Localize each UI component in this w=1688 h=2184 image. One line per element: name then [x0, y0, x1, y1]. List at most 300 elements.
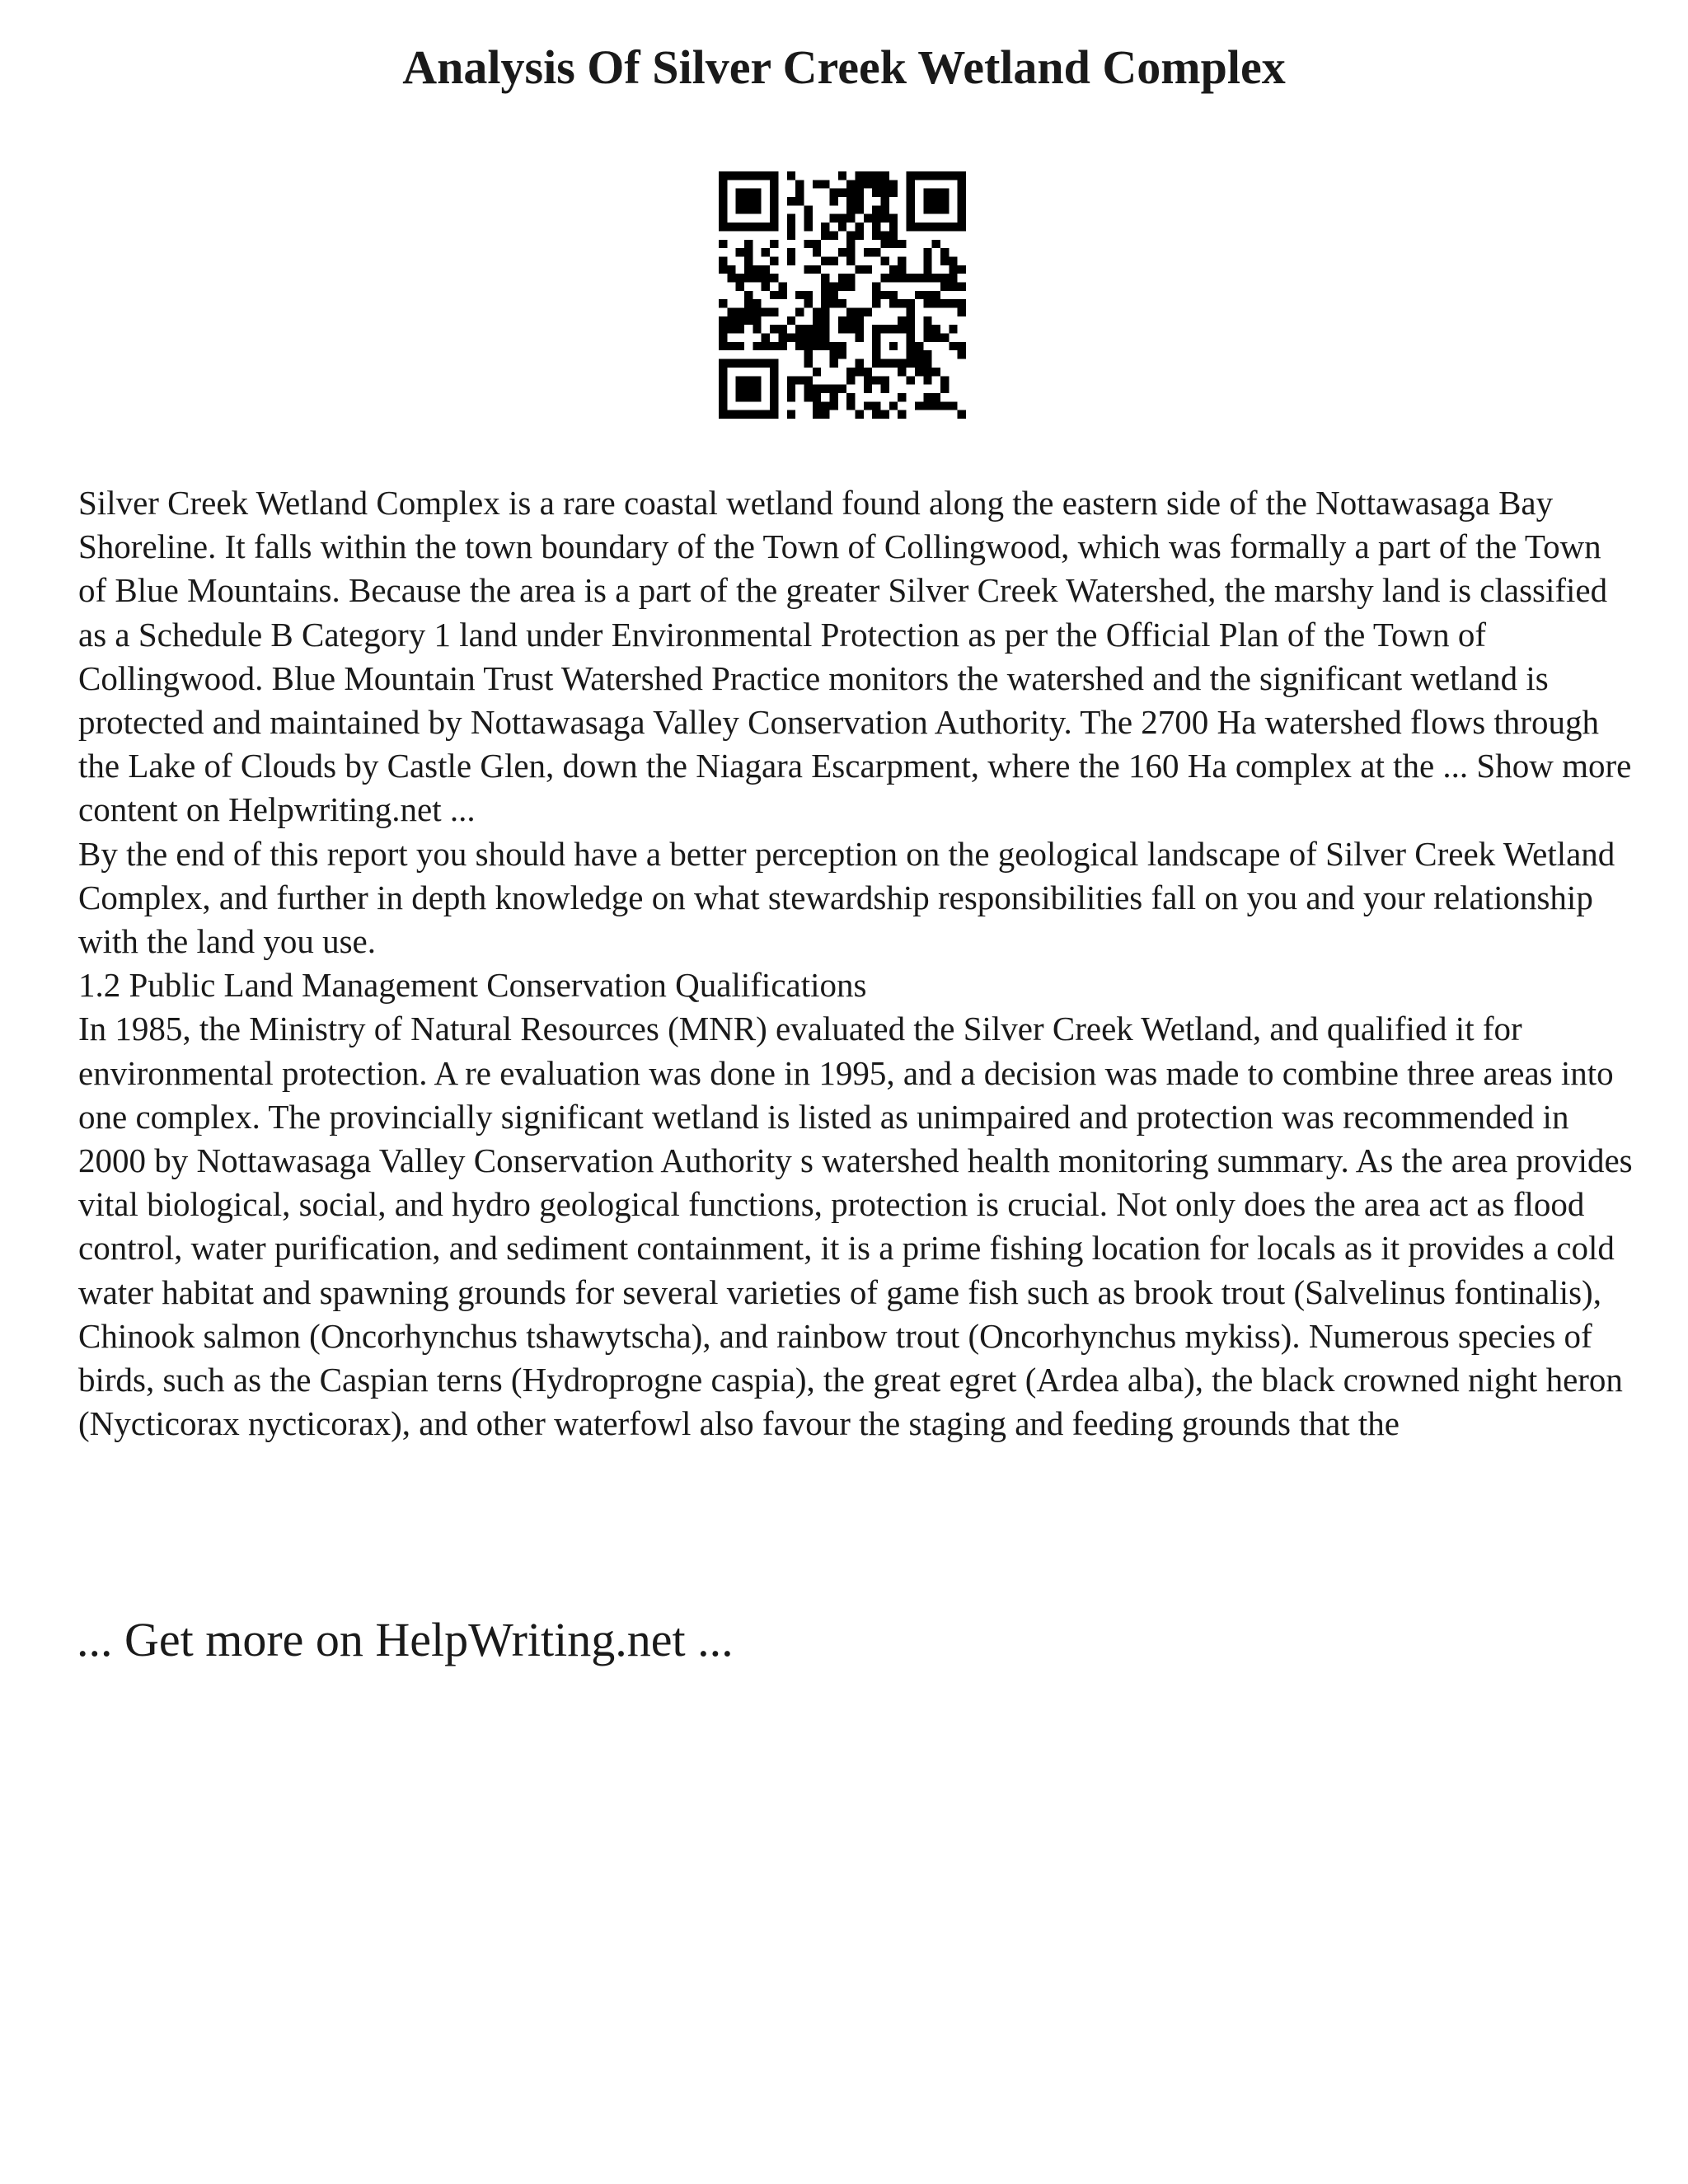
qr-module [864, 308, 872, 316]
qr-module [940, 282, 949, 290]
qr-module [958, 189, 966, 197]
qr-module [958, 265, 966, 274]
qr-module [821, 401, 829, 410]
qr-module [846, 401, 855, 410]
qr-module [907, 299, 915, 307]
qr-module [719, 299, 727, 307]
qr-module [940, 171, 949, 180]
qr-module [856, 359, 864, 368]
qr-module [821, 274, 829, 282]
qr-module [889, 265, 898, 274]
qr-module [770, 410, 778, 419]
qr-module [804, 240, 812, 248]
qr-module [915, 401, 923, 410]
qr-module [940, 256, 949, 265]
qr-module [838, 274, 846, 282]
qr-module [932, 368, 940, 376]
qr-module [872, 189, 880, 197]
qr-module [923, 205, 931, 213]
qr-module [719, 189, 727, 197]
qr-module [838, 282, 846, 290]
qr-module [770, 240, 778, 248]
qr-module [744, 291, 753, 299]
qr-module [898, 368, 906, 376]
qr-module [829, 282, 837, 290]
qr-module [838, 385, 846, 393]
qr-module [770, 189, 778, 197]
qr-module [736, 342, 744, 350]
qr-module [727, 223, 735, 231]
qr-module [864, 401, 872, 410]
qr-module [821, 325, 829, 333]
qr-module [804, 291, 812, 299]
qr-module [762, 410, 770, 419]
qr-module [889, 342, 898, 350]
qr-module [881, 231, 889, 239]
qr-module [736, 205, 744, 213]
qr-module [932, 223, 940, 231]
qr-module [813, 385, 821, 393]
qr-module [736, 376, 744, 384]
qr-module [881, 359, 889, 368]
qr-module [940, 223, 949, 231]
qr-module [907, 316, 915, 325]
qr-module [856, 223, 864, 231]
qr-module [932, 334, 940, 342]
qr-module [829, 401, 837, 410]
qr-module [719, 171, 727, 180]
qr-module [864, 171, 872, 180]
qr-module [804, 350, 812, 359]
qr-module [898, 325, 906, 333]
qr-module [795, 376, 804, 384]
qr-module [770, 214, 778, 223]
qr-module [915, 171, 923, 180]
qr-module [864, 376, 872, 384]
qr-module [736, 197, 744, 205]
qr-module [736, 274, 744, 282]
qr-module [940, 274, 949, 282]
qr-module [736, 223, 744, 231]
qr-module [719, 316, 727, 325]
qr-module [770, 342, 778, 350]
qr-module [719, 265, 727, 274]
qr-module [949, 171, 957, 180]
qr-module [821, 385, 829, 393]
qr-module [736, 325, 744, 333]
qr-module [804, 334, 812, 342]
qr-module [872, 248, 880, 256]
qr-module [940, 248, 949, 256]
qr-module [940, 401, 949, 410]
qr-module [821, 316, 829, 325]
qr-module [736, 282, 744, 290]
qr-module [753, 308, 761, 316]
qr-module [915, 274, 923, 282]
qr-module [872, 359, 880, 368]
qr-module [719, 385, 727, 393]
qr-module [753, 223, 761, 231]
paragraph-purpose: By the end of this report you should have a better perception on the geological landscape of Silver Creek Wetland Complex, and further in depth knowledge on what stewardship responsibilities fall on you and your relationship with the land you use. [78, 834, 1615, 961]
qr-module [923, 274, 931, 282]
qr-module [923, 265, 931, 274]
qr-module [821, 231, 829, 239]
qr-module [813, 325, 821, 333]
qr-module [804, 205, 812, 213]
qr-module [907, 308, 915, 316]
qr-module [923, 291, 931, 299]
qr-module [940, 205, 949, 213]
qr-module [719, 368, 727, 376]
qr-module [872, 410, 880, 419]
qr-module [864, 248, 872, 256]
qr-module [753, 189, 761, 197]
qr-module [719, 256, 727, 265]
qr-module [795, 342, 804, 350]
qr-module [958, 214, 966, 223]
qr-module [864, 385, 872, 393]
qr-module [744, 265, 753, 274]
qr-module [829, 393, 837, 401]
qr-module [762, 282, 770, 290]
qr-module [846, 248, 855, 256]
qr-module [744, 410, 753, 419]
qr-module [813, 410, 821, 419]
qr-module [949, 325, 957, 333]
qr-module [846, 189, 855, 197]
qr-module [907, 171, 915, 180]
qr-module [923, 189, 931, 197]
qr-module [804, 214, 812, 223]
qr-module [744, 256, 753, 265]
qr-module [770, 368, 778, 376]
qr-module [881, 205, 889, 213]
qr-module [898, 316, 906, 325]
qr-module [813, 368, 821, 376]
qr-module [846, 180, 855, 188]
qr-module [744, 359, 753, 368]
qr-module [795, 180, 804, 188]
qr-module [719, 180, 727, 188]
qr-module [872, 334, 880, 342]
qr-module [872, 205, 880, 213]
qr-module [762, 308, 770, 316]
qr-module [856, 231, 864, 239]
qr-module [872, 350, 880, 359]
qr-module [753, 393, 761, 401]
qr-module [881, 274, 889, 282]
qr-module [881, 256, 889, 265]
qr-module [889, 291, 898, 299]
qr-module [778, 334, 786, 342]
qr-module [719, 334, 727, 342]
qr-module [889, 401, 898, 410]
qr-module [719, 401, 727, 410]
qr-module [881, 240, 889, 248]
qr-module [770, 325, 778, 333]
qr-module [736, 393, 744, 401]
qr-module [898, 359, 906, 368]
qr-module [804, 359, 812, 368]
qr-module [744, 299, 753, 307]
qr-module [753, 385, 761, 393]
qr-module [821, 256, 829, 265]
qr-module [923, 376, 931, 384]
qr-module [907, 334, 915, 342]
qr-module [795, 308, 804, 316]
qr-module [923, 325, 931, 333]
qr-module [856, 334, 864, 342]
qr-module [940, 385, 949, 393]
qr-module [958, 223, 966, 231]
qr-module [762, 265, 770, 274]
qr-module [907, 350, 915, 359]
qr-module [804, 376, 812, 384]
qr-module [846, 325, 855, 333]
qr-module [813, 240, 821, 248]
qr-module [940, 376, 949, 384]
qr-module [821, 291, 829, 299]
qr-module [923, 299, 931, 307]
qr-module [958, 282, 966, 290]
section-heading: 1.2 Public Land Management Conservation Qualifications [78, 966, 867, 1005]
qr-module [787, 197, 795, 205]
qr-module [898, 256, 906, 265]
qr-module [744, 240, 753, 248]
qr-module [898, 410, 906, 419]
qr-module [719, 359, 727, 368]
qr-module [813, 248, 821, 256]
qr-module [770, 256, 778, 265]
qr-module [846, 282, 855, 290]
qr-module [907, 180, 915, 188]
qr-module [787, 393, 795, 401]
qr-module [923, 401, 931, 410]
qr-module [889, 214, 898, 223]
qr-module [804, 299, 812, 307]
qr-module [829, 385, 837, 393]
qr-module [753, 316, 761, 325]
qr-module [787, 256, 795, 265]
qr-module [736, 308, 744, 316]
qr-module [881, 197, 889, 205]
qr-module [889, 299, 898, 307]
qr-module [719, 197, 727, 205]
qr-module [727, 171, 735, 180]
qr-module [932, 393, 940, 401]
qr-module [787, 385, 795, 393]
qr-module [829, 189, 837, 197]
qr-module [804, 342, 812, 350]
qr-module [958, 350, 966, 359]
qr-module [907, 214, 915, 223]
qr-module [838, 299, 846, 307]
qr-module [719, 223, 727, 231]
qr-module [787, 231, 795, 239]
qr-module [889, 274, 898, 282]
qr-module [872, 325, 880, 333]
qr-module [949, 274, 957, 282]
qr-module [898, 265, 906, 274]
qr-module [949, 401, 957, 410]
qr-module [915, 350, 923, 359]
qr-module [770, 197, 778, 205]
qr-module [932, 240, 940, 248]
qr-module [923, 350, 931, 359]
qr-module [889, 180, 898, 188]
qr-module [813, 308, 821, 316]
qr-module [744, 197, 753, 205]
qr-module [744, 205, 753, 213]
qr-module [744, 316, 753, 325]
qr-module [821, 223, 829, 231]
qr-module [846, 205, 855, 213]
qr-module [915, 342, 923, 350]
paragraph-qualifications: In 1985, the Ministry of Natural Resources (MNR) evaluated the Silver Creek Wetland, and qualified it for environmental protection. A re evaluation was done in 1995, and a decision was made to combine three areas into one complex. The provincially significant wetland is listed as unimpaired and protection was recommended in 2000 by Nottawasaga Valley Conservation Authority s watershed health monitoring summary. As the area provides vital biological, social, and hydro geological functions, protection is crucial. Not only does the area act as flood control, water purification, and sediment containment, it is a prime fishing location for locals as it provides a cold water habitat and spawning grounds for several varieties of game fish such as brook trout (Salvelinus fontinalis), Chinook salmon (Oncorhynchus tshawytscha), and rainbow trout (Oncorhynchus mykiss). Numerous species of birds, such as the Caspian terns (Hydroprogne caspia), the great egret (Ardea alba), the black crowned night heron (Nycticorax nycticorax), and other waterfowl also favour the staging and feeding grounds that the [78, 1010, 1633, 1443]
qr-module [770, 393, 778, 401]
qr-module [923, 223, 931, 231]
qr-module [804, 385, 812, 393]
qr-module [829, 359, 837, 368]
qr-module [804, 265, 812, 274]
qr-module [795, 291, 804, 299]
qr-module [753, 376, 761, 384]
qr-module [881, 171, 889, 180]
qr-module [719, 376, 727, 384]
qr-module [881, 180, 889, 188]
qr-module [932, 189, 940, 197]
qr-module [872, 282, 880, 290]
qr-module [770, 308, 778, 316]
qr-module [915, 359, 923, 368]
qr-module [846, 316, 855, 325]
qr-module [846, 308, 855, 316]
qr-module [907, 359, 915, 368]
qr-module [958, 299, 966, 307]
qr-module [923, 197, 931, 205]
qr-module [889, 359, 898, 368]
qr-module [898, 240, 906, 248]
qr-module [744, 274, 753, 282]
qr-module [864, 265, 872, 274]
qr-module [727, 342, 735, 350]
qr-module [753, 325, 761, 333]
qr-module [846, 393, 855, 401]
qr-module [829, 214, 837, 223]
qr-module [813, 393, 821, 401]
qr-module [829, 197, 837, 205]
qr-module [770, 171, 778, 180]
qr-module [719, 393, 727, 401]
qr-module [923, 256, 931, 265]
qr-module [829, 350, 837, 359]
qr-module [736, 248, 744, 256]
qr-module [856, 171, 864, 180]
qr-module [856, 180, 864, 188]
qr-module [881, 214, 889, 223]
qr-module [872, 291, 880, 299]
qr-module [727, 265, 735, 274]
qr-module [795, 197, 804, 205]
qr-module [949, 299, 957, 307]
qr-module [753, 171, 761, 180]
qr-module [727, 308, 735, 316]
qr-module [744, 393, 753, 401]
qr-module [915, 368, 923, 376]
qr-module [744, 385, 753, 393]
qr-module [881, 291, 889, 299]
qr-module [838, 342, 846, 350]
qr-module [932, 401, 940, 410]
qr-module [813, 180, 821, 188]
qr-module [932, 274, 940, 282]
qr-module [846, 274, 855, 282]
qr-module [813, 401, 821, 410]
qr-module [940, 189, 949, 197]
qr-module [762, 334, 770, 342]
qr-module [770, 274, 778, 282]
qr-module [753, 299, 761, 307]
qr-module [958, 308, 966, 316]
qr-module [762, 223, 770, 231]
qr-module [856, 205, 864, 213]
qr-module [838, 171, 846, 180]
qr-module [907, 376, 915, 384]
qr-module [770, 401, 778, 410]
qr-module [923, 316, 931, 325]
document-body [78, 481, 1636, 1446]
qr-module [856, 316, 864, 325]
qr-module [795, 334, 804, 342]
qr-module [813, 265, 821, 274]
qr-module [762, 359, 770, 368]
qr-module [958, 342, 966, 350]
qr-module [727, 325, 735, 333]
qr-module [864, 368, 872, 376]
qr-module [736, 385, 744, 393]
qr-module [846, 376, 855, 384]
qr-module [923, 248, 931, 256]
qr-module [932, 205, 940, 213]
qr-module [949, 256, 957, 265]
qr-module [813, 342, 821, 350]
qr-module [872, 342, 880, 350]
qr-module [940, 299, 949, 307]
qr-module [744, 376, 753, 384]
qr-module [787, 223, 795, 231]
qr-module [958, 410, 966, 419]
qr-module [856, 197, 864, 205]
qr-module [813, 316, 821, 325]
qr-module [838, 223, 846, 231]
qr-module [872, 171, 880, 180]
qr-module [838, 350, 846, 359]
qr-module [821, 308, 829, 316]
qr-module [958, 171, 966, 180]
qr-module [838, 189, 846, 197]
qr-module [753, 265, 761, 274]
paragraph-intro: Silver Creek Wetland Complex is a rare coastal wetland found along the eastern side of the Nottawasaga Bay Shoreline. It falls within the town boundary of the Town of Collingwood, which was formally a part of the Town of Blue Mountains. Because the area is a part of the greater Silver Creek Watershed, the marshy land is classified as a Schedule B Category 1 land under Environmental Protection as per the Official Plan of the Town of Collingwood. Blue Mountain Trust Watershed Practice monitors the watershed and the significant wetland is protected and maintained by Nottawasaga Valley Conservation Authority. The 2700 Ha watershed flows through the Lake of Clouds by Castle Glen, down the Niagara Escarpment, where the 160 Ha complex at the ... Show more content on Helpwriting.net ... [78, 484, 1632, 829]
qr-module [753, 274, 761, 282]
qr-module [889, 231, 898, 239]
get-more-link[interactable]: ... Get more on HelpWriting.net ... [77, 1613, 734, 1666]
qr-module [770, 205, 778, 213]
qr-module [829, 231, 837, 239]
qr-module [949, 282, 957, 290]
qr-module [923, 334, 931, 342]
qr-module [787, 316, 795, 325]
qr-module [762, 274, 770, 282]
